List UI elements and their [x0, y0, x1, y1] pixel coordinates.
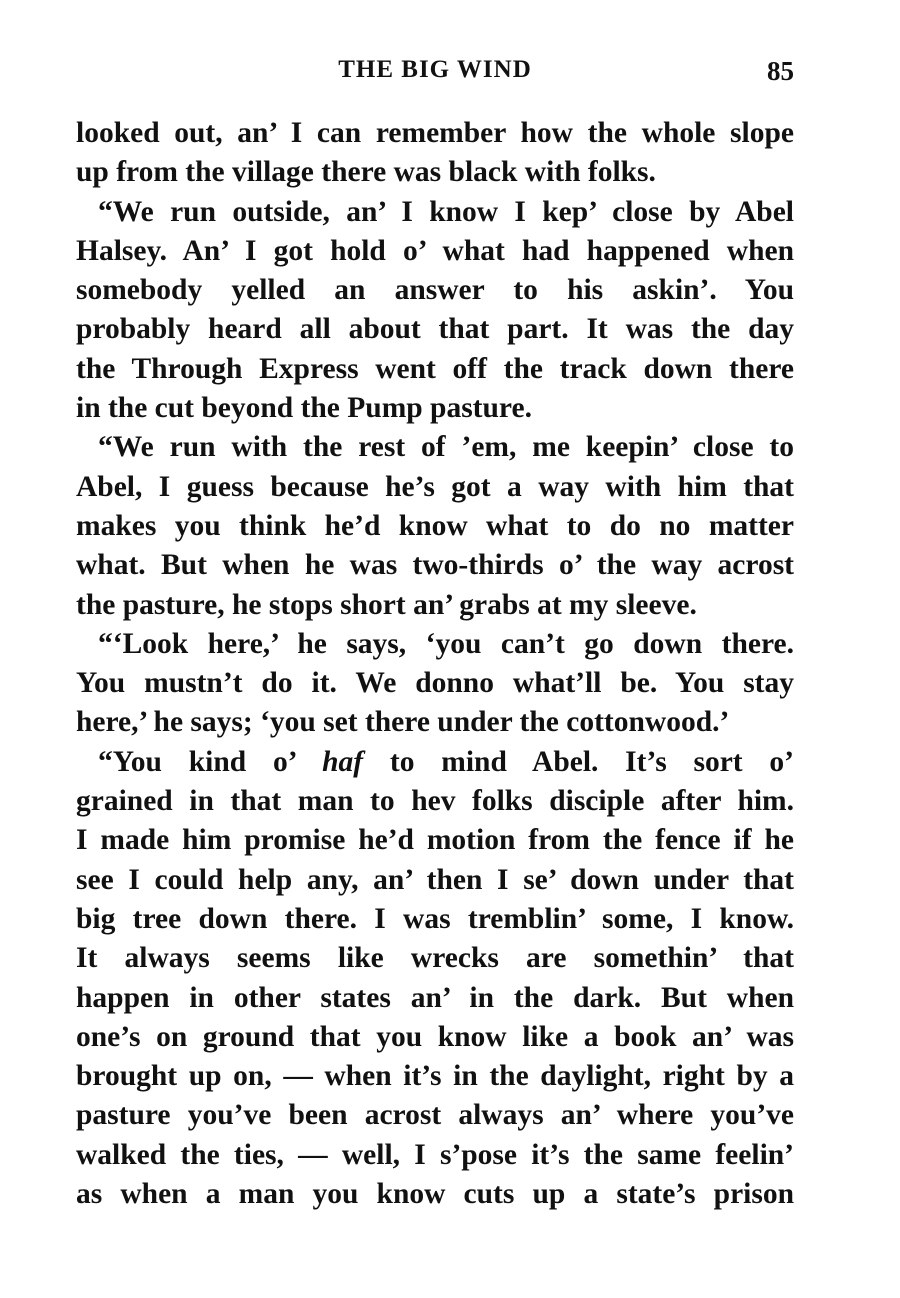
- running-head: [76, 56, 794, 92]
- text-line: “You kind o’ haf to mind Abel. It’s sort o’: [98, 745, 794, 778]
- page-number: 85: [767, 56, 794, 86]
- text-line: Halsey. An’ I got hold o’ what had happened when: [76, 234, 794, 267]
- chapter-title: THE BIG WIND: [338, 56, 532, 83]
- text-line: brought up on, — when it’s in the daylight, right by a: [76, 1060, 794, 1093]
- text-line: It always seems like wrecks are somethin’ that: [76, 942, 794, 975]
- text-line: as when a man you know cuts up a state’s prison: [76, 1178, 794, 1211]
- text-line: pasture you’ve been acrost always an’ where you’ve: [76, 1099, 794, 1132]
- text-line: up from the village there was black with folks.: [76, 156, 656, 189]
- text-line: I made him promise he’d motion from the fence if he: [76, 824, 794, 857]
- text-line: walked the ties, — well, I s’pose it’s the same feelin’: [76, 1138, 794, 1171]
- text-line: “We run outside, an’ I know I kep’ close by Abel: [98, 195, 794, 228]
- text-line: the Through Express went off the track down there: [76, 352, 794, 385]
- text-line: in the cut beyond the Pump pasture.: [76, 392, 532, 425]
- text-line: the pasture, he stops short an’ grabs at my sleeve.: [76, 588, 697, 621]
- text-line: makes you think he’d know what to do no matter: [76, 509, 794, 542]
- body-text: [76, 114, 794, 1214]
- text-line: “‘Look here,’ he says, ‘you can’t go down there.: [98, 627, 794, 660]
- text-line: “We run with the rest of ’em, me keepin’ close to: [98, 431, 794, 464]
- text-line: one’s on ground that you know like a book an’ was: [76, 1020, 794, 1053]
- text-line: You mustn’t do it. We donno what’ll be. You stay: [76, 667, 794, 700]
- text-line: somebody yelled an answer to his askin’. You: [76, 274, 794, 307]
- text-line: probably heard all about that part. It was the day: [76, 313, 794, 346]
- text-line: grained in that man to hev folks disciple after him.: [76, 785, 794, 818]
- text-line: big tree down there. I was tremblin’ some, I know.: [76, 902, 794, 935]
- text-line: looked out, an’ I can remember how the whole slope: [76, 117, 794, 149]
- text-line: Abel, I guess because he’s got a way with him that: [76, 470, 794, 503]
- text-line: see I could help any, an’ then I se’ down under that: [76, 863, 794, 896]
- emphasis-text: haf: [322, 745, 364, 778]
- text-line: here,’ he says; ‘you set there under the cottonwood.’: [76, 706, 730, 739]
- text-line: happen in other states an’ in the dark. But when: [76, 981, 794, 1014]
- text-line: what. But when he was two-thirds o’ the way acrost: [76, 549, 794, 582]
